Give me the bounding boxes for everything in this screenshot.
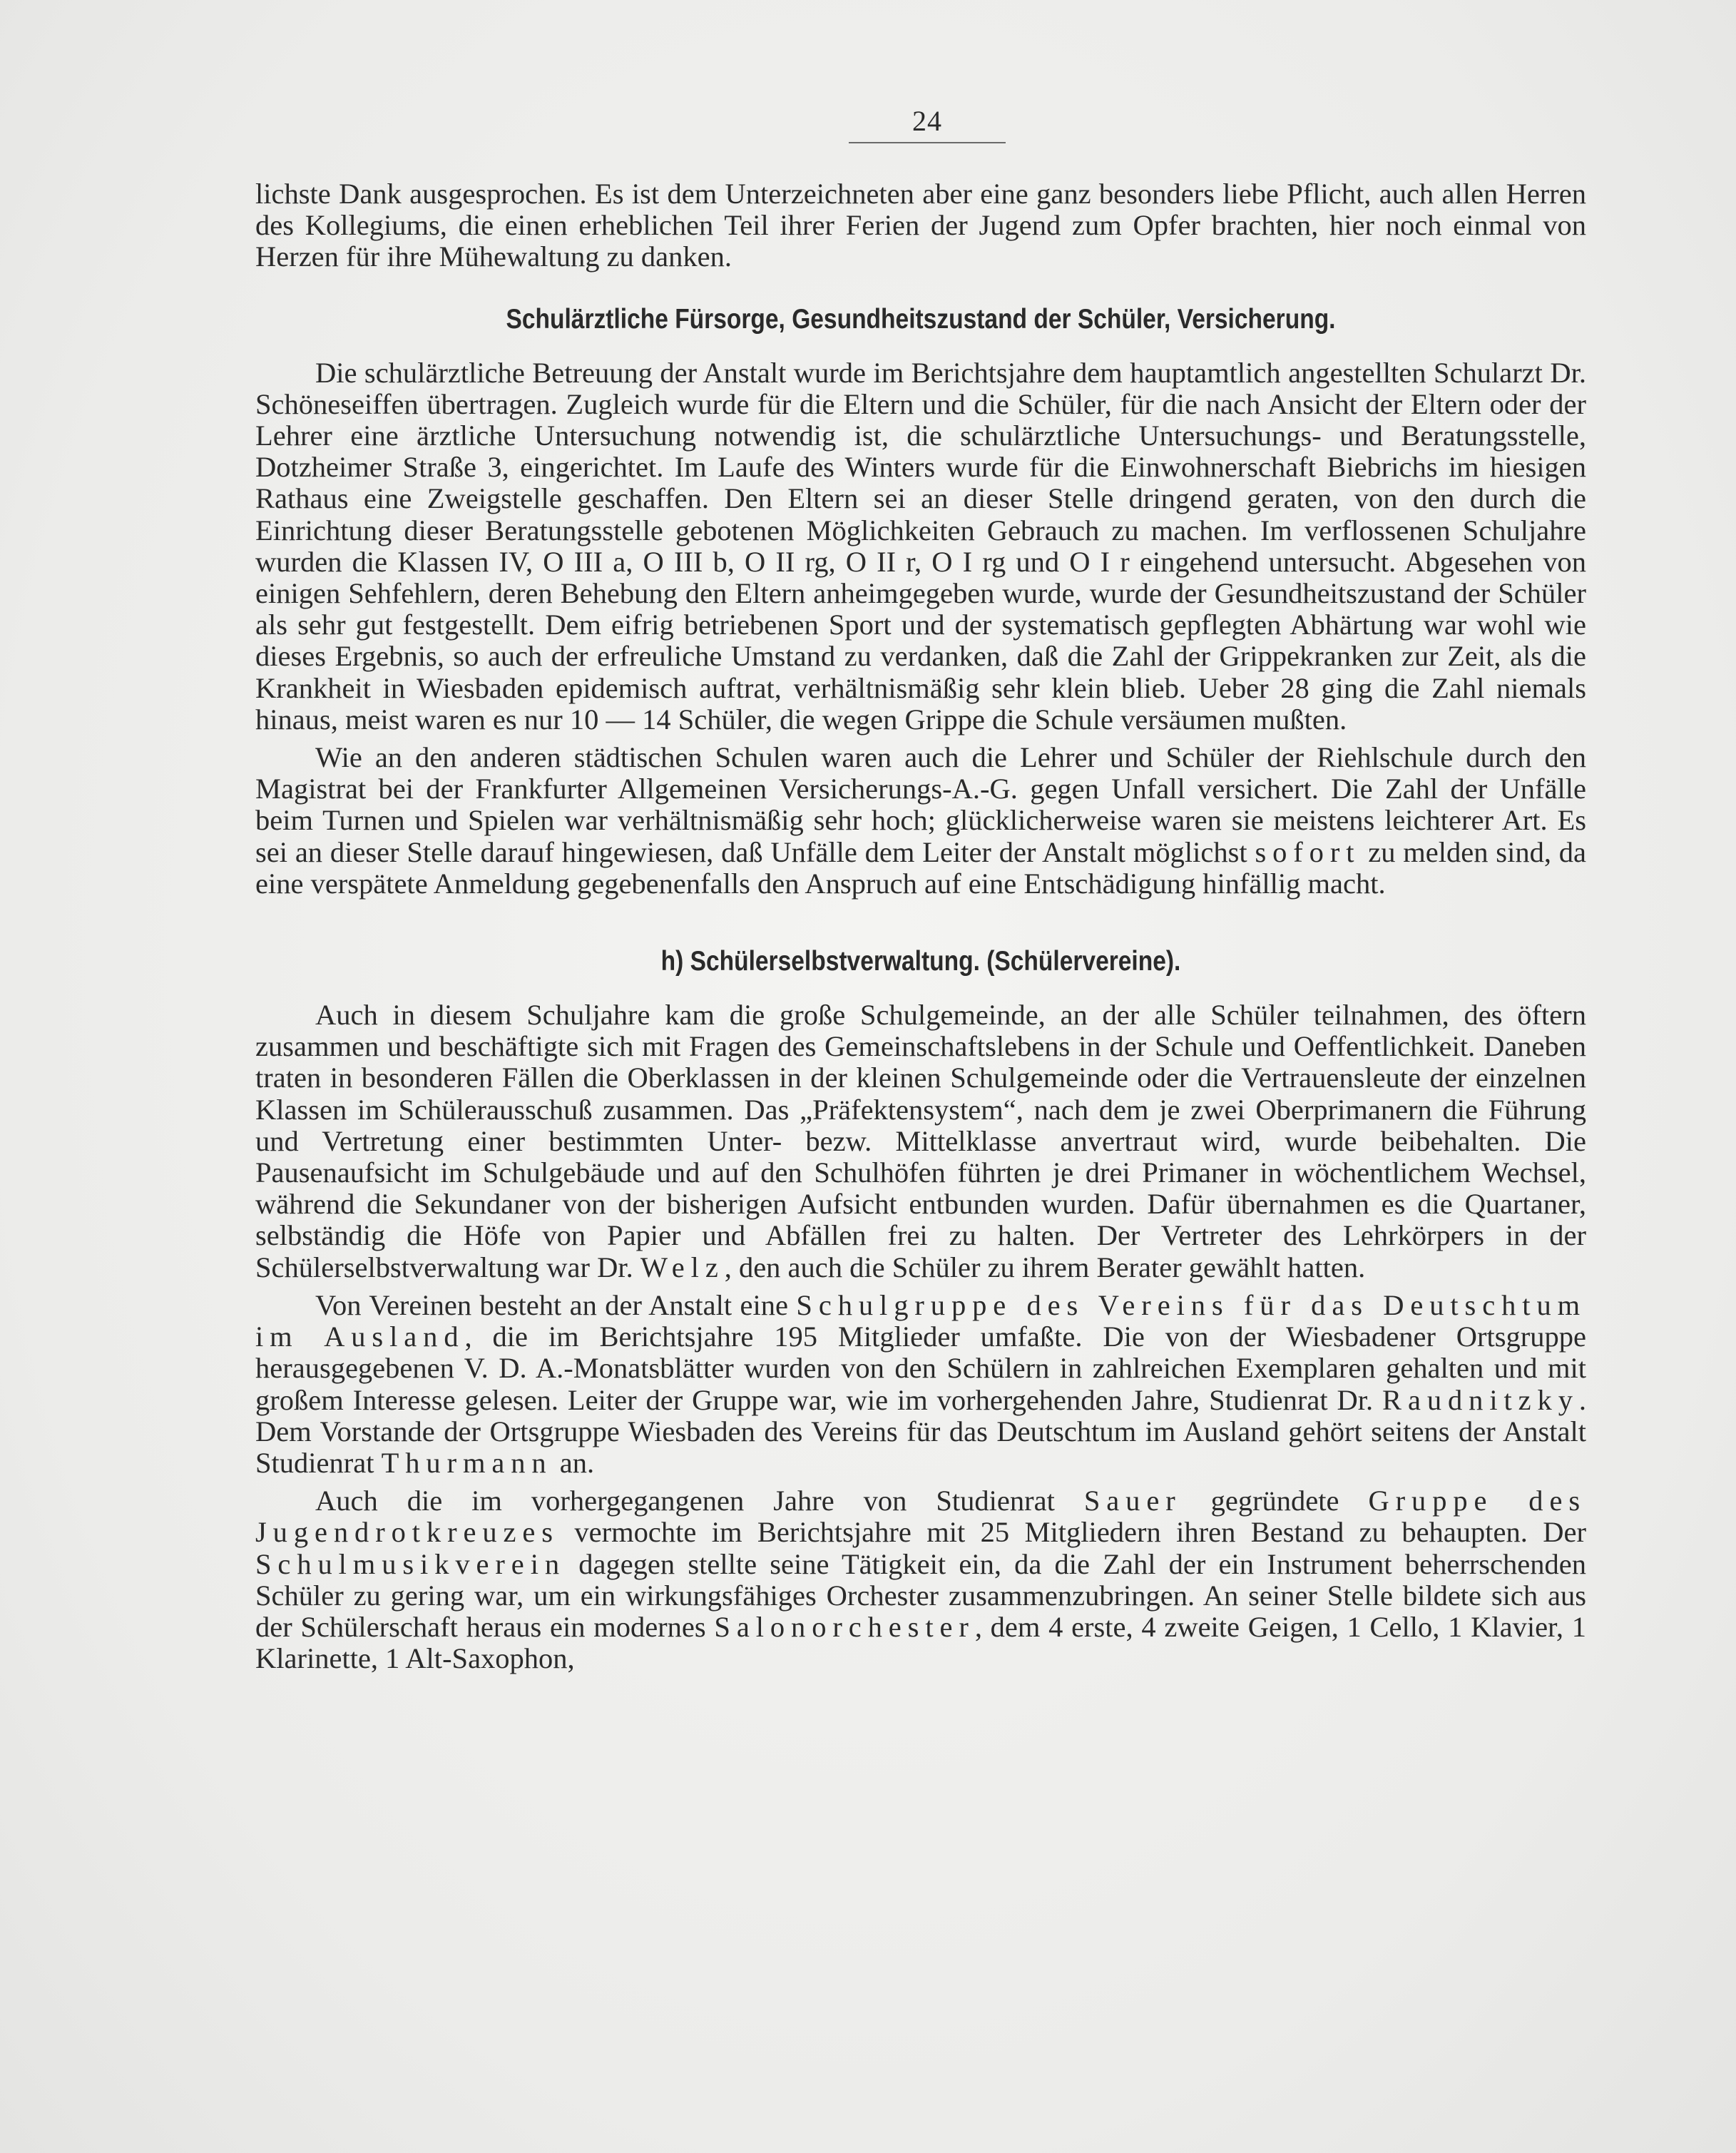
emphasized-text: Schulmusikverein (255, 1547, 566, 1580)
text-run: Von Vereinen besteht an der Anstalt eine (315, 1288, 789, 1321)
text-run: an. (559, 1446, 595, 1479)
emphasized-text: Schulgruppe des Vereins für das Deutschtum im Ausland (255, 1288, 1587, 1353)
emphasized-text: Welz (640, 1251, 725, 1283)
text-run: Auch in diesem Schuljahre kam die große Schulgemeinde, an der alle Schüler teilnahmen, des öftern zusammen und beschäftigte sich mit Fragen des Gemeinschaftslebens in der Schule und Oeffentlichkeit. Daneben traten in besonderen Fällen die Oberklassen in der kleinen Schulgemeinde oder die Vertrauensleute der einzelnen Klassen im Schülerausschuß zusammen. Das „Präfektensystem“, nach dem je zwei Oberprimanern die Führung und Vertretung einer bestimmten Unter- bezw. Mittelklasse anvertraut wird, wurde beibehalten. Die Pausenaufsicht im Schulgebäude und auf den Schulhöfen führten je drei Primaner in wöchentlichem Wechsel, während die Sekundaner von der bisherigen Aufsicht entbunden wurden. Dafür übernahmen es die Quartaner, selbständig die Höfe von Papier und Abfällen frei zu halten. Der Vertreter des Lehrkörpers in der Schülerselbstverwaltung war Dr. (255, 999, 1586, 1283)
paragraph-associations (255, 1290, 1586, 1479)
text-run: dagegen stellte seine Tätigkeit ein, da die Zahl der ein Instrument beherrschenden Schüler zu gering war, um ein wirkungsfähiges Orchester zusammenzubringen. An seiner Stelle bildete sich aus der Schülerschaft heraus ein modernes (255, 1547, 1586, 1643)
text-run: vermochte im Berichtsjahre mit 25 Mitgliedern ihren Bestand zu behaupten. Der (574, 1516, 1587, 1549)
text-run: gegründete (1210, 1485, 1339, 1517)
emphasized-text: Sauer (1083, 1485, 1182, 1517)
document-body (255, 178, 1586, 1674)
intro-paragraph: lichste Dank ausgesprochen. Es ist dem Unterzeichneten aber eine ganz besonders liebe Pflicht, auch allen Herren des Kollegiums, die einen erheblichen Teil ihrer Ferien der Jugend zum Opfer brachten, hier noch einmal von Herzen für ihre Mühewaltung zu danken. (255, 178, 1586, 273)
text-run: zu melden sind, da eine verspätete Anmeldung gegebenenfalls den Anspruch auf eine Entschädigung hinfällig macht. (255, 835, 1586, 900)
page-number-rule (849, 142, 1006, 143)
emphasized-text: Thurmann (381, 1446, 553, 1479)
emphasized-text: Gruppe des Jugendrotkreuzes (255, 1485, 1587, 1549)
text-run: Auch die im vorhergegangenen Jahre von Studienrat (315, 1485, 1055, 1517)
emphasized-text: sofort (1255, 835, 1361, 868)
section-heading-health: Schulärztliche Fürsorge, Gesundheitszustand der Schüler, Versicherung. (506, 303, 1336, 335)
section-heading-self-government: h) Schülerselbstverwaltung. (Schülervereine). (660, 946, 1181, 977)
text-run: , die im Berichtsjahre 195 Mitglieder umfaßte. Die von der Wiesbadener Ortsgruppe herausgegebenen V. D. A.-Monatsblätter wurden von den Schülern in zahlreichen Exemplaren gehalten und mit großem Interesse gelesen. Leiter der Gruppe war, wie im vorhergehenden Jahre, Studienrat Dr. (255, 1320, 1587, 1416)
emphasized-text: Salonorchester (714, 1610, 975, 1643)
paragraph-red-cross-music (255, 1485, 1586, 1674)
paragraph-school-community (255, 999, 1586, 1283)
text-run: , den auch die Schüler zu ihrem Berater gewählt hatten. (724, 1251, 1366, 1283)
text-run: , dem 4 erste, 4 zweite Geigen, 1 Cello, 1 Klavier, 1 Klarinette, 1 Alt-Saxophon, (255, 1610, 1587, 1675)
paragraph-insurance (255, 742, 1586, 900)
emphasized-text: Raudnitzky (1382, 1383, 1579, 1416)
text-run: . Dem Vorstande der Ortsgruppe Wiesbaden des Vereins für das Deutschtum im Ausland gehört seitens der Anstalt Studienrat (255, 1383, 1586, 1479)
text-run: Wie an den anderen städtischen Schulen waren auch die Lehrer und Schüler der Riehlschule durch den Magistrat bei der Frankfurter Allgemeinen Versicherungs-A.-G. gegen Unfall versichert. Die Zahl der Unfälle beim Turnen und Spielen war verhältnismäßig sehr hoch; glücklicherweise waren sie meistens leichterer Art. Es sei an dieser Stelle darauf hingewiesen, daß Unfälle dem Leiter der Anstalt möglichst (255, 741, 1586, 868)
paragraph-school-doctor: Die schulärztliche Betreuung der Anstalt wurde im Berichtsjahre dem hauptamtlich angestellten Schularzt Dr. Schöneseiffen übertragen. Zugleich wurde für die Eltern und die Schüler, für die nach Ansicht der Eltern oder der Lehrer eine ärztliche Untersuchung notwendig ist, die schulärztliche Untersuchungs- und Beratungsstelle, Dotzheimer Straße 3, eingerichtet. Im Laufe des Winters wurde für die Einwohnerschaft Biebrichs im hiesigen Rathaus eine Zweigstelle geschaffen. Den Eltern sei an dieser Stelle dringend geraten, von den durch die Einrichtung dieser Beratungsstelle gebotenen Möglichkeiten Gebrauch zu machen. Im verflossenen Schuljahre wurden die Klassen IV, O III a, O III b, O II rg, O II r, O I rg und O I r eingehend untersucht. Abgesehen von einigen Sehfehlern, deren Behebung den Eltern anheimgegeben wurde, wurde der Gesundheitszustand der Schüler als sehr gut festgestellt. Dem eifrig betriebenen Sport und der systematisch gepflegten Abhärtung war wohl wie dieses Ergebnis, so auch der erfreuliche Umstand zu verdanken, daß die Zahl der Grippekranken zur Zeit, als die Krankheit in Wiesbaden epidemisch auftrat, verhältnismäßig sehr klein blieb. Ueber 28 ging die Zahl niemals hinaus, meist waren es nur 10 — 14 Schüler, die wegen Grippe die Schule versäumen mußten. (255, 356, 1586, 736)
page-number: 24 (912, 105, 942, 137)
